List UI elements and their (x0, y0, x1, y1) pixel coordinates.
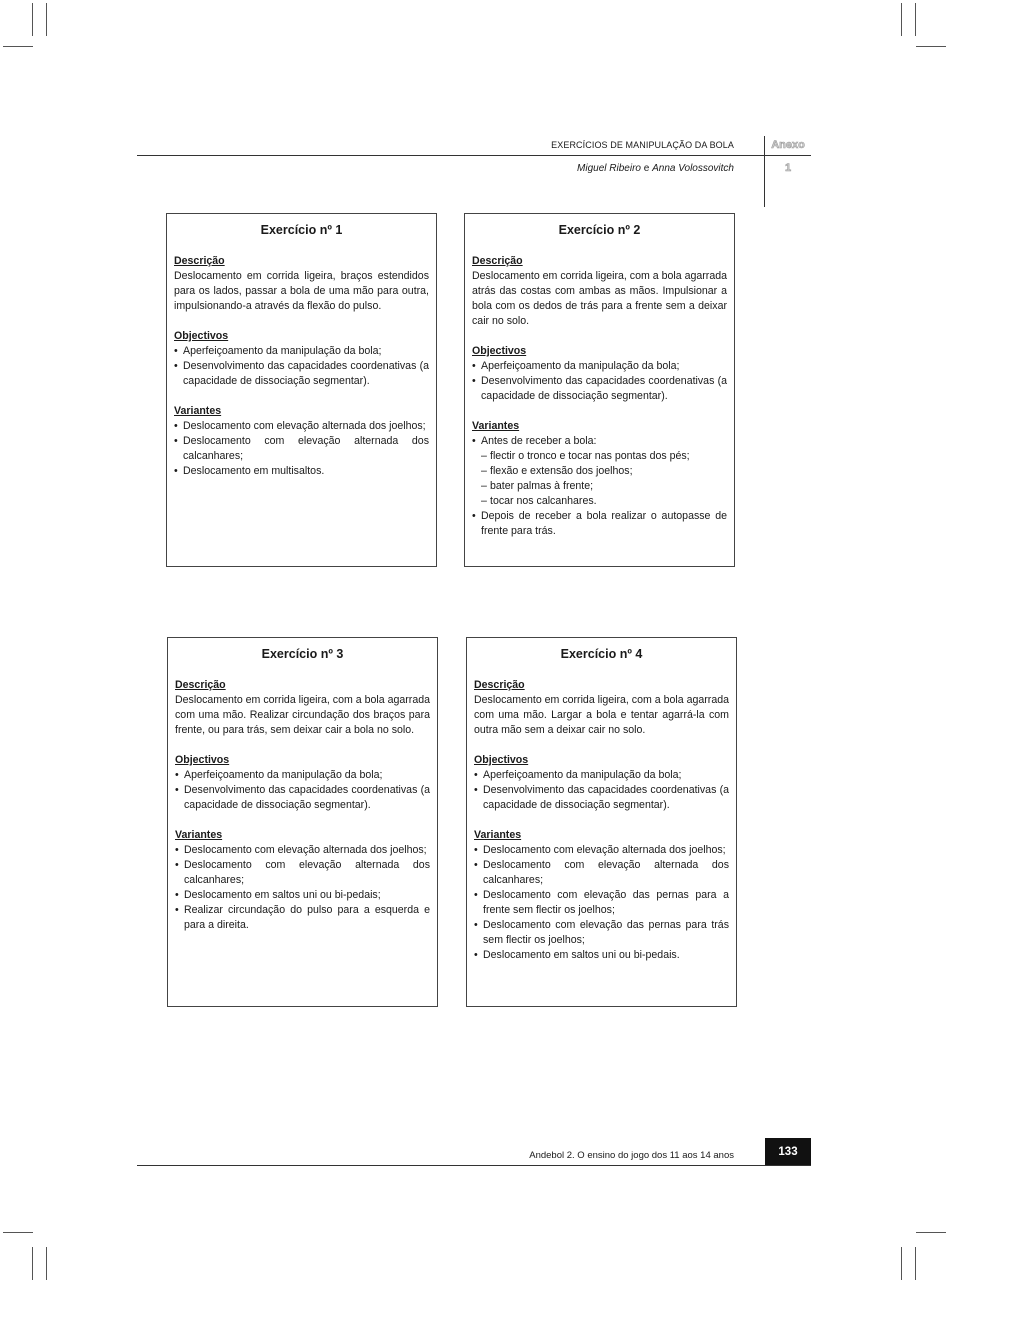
section-heading: Descrição (174, 255, 225, 267)
list-item: • Deslocamento com elevação das pernas para trás sem flectir os joelhos; (474, 918, 729, 948)
description-section (175, 678, 430, 738)
book-title: Andebol 2. O ensino do jogo dos 11 aos 14 anos (529, 1150, 734, 1161)
page-number: 133 (765, 1138, 811, 1165)
header-rule (137, 155, 811, 156)
sub-list-item: – tocar nos calcanhares. (481, 494, 727, 509)
section-heading: Objectivos (472, 345, 527, 357)
section-heading: Descrição (175, 679, 226, 691)
description-section (474, 678, 729, 738)
list-item (472, 434, 727, 509)
objectives-section (472, 344, 727, 404)
authors: Miguel Ribeiro e Anna Volossovitch (577, 163, 734, 174)
description-section (174, 254, 429, 314)
list-item: • Aperfeiçoamento da manipulação da bola; (474, 768, 729, 783)
variants-section (474, 828, 729, 963)
list-item: • Deslocamento em saltos uni ou bi-pedais; (175, 888, 430, 903)
variants-section (175, 828, 430, 933)
description-section (472, 254, 727, 329)
list-item: • Deslocamento em multisaltos. (174, 464, 429, 479)
description-text: Deslocamento em corrida ligeira, com a bola agarrada atrás das costas com ambas as mãos. Impulsionar a bola com os dedos de trás para a frente sem a deixar cair no solo. (472, 270, 727, 327)
description-text: Deslocamento em corrida ligeira, com a bola agarrada com uma mão. Realizar circundação dos braços para frente, ou para trás, sem deixar cair a bola no solo. (175, 694, 430, 736)
list-item: • Deslocamento com elevação alternada dos calcanhares; (175, 858, 430, 888)
list-item: • Deslocamento com elevação das pernas para a frente sem flectir os joelhos; (474, 888, 729, 918)
exercise-card-2 (464, 213, 735, 567)
list-item: • Deslocamento com elevação alternada dos joelhos; (474, 843, 729, 858)
annex-number: 1 (784, 162, 792, 174)
exercise-title: Exercício nº 2 (558, 223, 641, 237)
header-vertical-rule (764, 136, 765, 207)
section-heading: Descrição (474, 679, 525, 691)
section-heading: Variantes (174, 405, 222, 417)
list-item: • Deslocamento com elevação alternada dos calcanhares; (474, 858, 729, 888)
chapter-title: EXERCÍCIOS DE MANIPULAÇÃO DA BOLA (551, 140, 734, 150)
list-item: • Desenvolvimento das capacidades coordenativas (a capacidade de dissociação segmentar). (472, 374, 727, 404)
list-item: • Aperfeiçoamento da manipulação da bola; (174, 344, 429, 359)
description-text: Deslocamento em corrida ligeira, com a bola agarrada com uma mão. Largar a bola e tentar agarrá-la com outra mão sem a deixar cair no solo. (474, 694, 729, 736)
objectives-section (174, 329, 429, 389)
objectives-section (474, 753, 729, 813)
list-item: • Depois de receber a bola realizar o autopasse de frente para trás. (472, 509, 727, 539)
footer-rule (137, 1165, 811, 1166)
section-heading: Variantes (175, 829, 223, 841)
description-text: Deslocamento em corrida ligeira, braços estendidos para os lados, passar a bola de uma mão para outra, impulsionando-a através da flexão do pulso. (174, 270, 429, 312)
variants-section (174, 404, 429, 479)
section-heading: Descrição (472, 255, 523, 267)
section-heading: Objectivos (174, 330, 229, 342)
list-item: • Realizar circundação do pulso para a esquerda e para a direita. (175, 903, 430, 933)
list-item: • Aperfeiçoamento da manipulação da bola; (175, 768, 430, 783)
exercise-title: Exercício nº 4 (560, 647, 643, 661)
list-item: • Desenvolvimento das capacidades coordenativas (a capacidade de dissociação segmentar). (175, 783, 430, 813)
variant-intro: Antes de receber a bola: (481, 435, 597, 447)
section-heading: Objectivos (474, 754, 529, 766)
exercise-card-1 (166, 213, 437, 567)
sub-list-item: – flexão e extensão dos joelhos; (481, 464, 727, 479)
sub-list-item: – bater palmas à frente; (481, 479, 727, 494)
exercise-title: Exercício nº 1 (260, 223, 343, 237)
list-item: • Deslocamento com elevação alternada dos calcanhares; (174, 434, 429, 464)
exercise-card-4 (466, 637, 737, 1007)
section-heading: Variantes (474, 829, 522, 841)
section-heading: Objectivos (175, 754, 230, 766)
list-item: • Deslocamento com elevação alternada dos joelhos; (175, 843, 430, 858)
annex-label: Anexo (771, 139, 805, 151)
list-item: • Desenvolvimento das capacidades coordenativas (a capacidade de dissociação segmentar). (174, 359, 429, 389)
list-item: • Deslocamento em saltos uni ou bi-pedais. (474, 948, 729, 963)
list-item: • Aperfeiçoamento da manipulação da bola; (472, 359, 727, 374)
exercise-card-3 (167, 637, 438, 1007)
list-item: • Desenvolvimento das capacidades coordenativas (a capacidade de dissociação segmentar). (474, 783, 729, 813)
section-heading: Variantes (472, 420, 520, 432)
objectives-section (175, 753, 430, 813)
variants-section (472, 419, 727, 539)
sub-list-item: – flectir o tronco e tocar nas pontas dos pés; (481, 449, 727, 464)
list-item: • Deslocamento com elevação alternada dos joelhos; (174, 419, 429, 434)
exercise-title: Exercício nº 3 (261, 647, 344, 661)
